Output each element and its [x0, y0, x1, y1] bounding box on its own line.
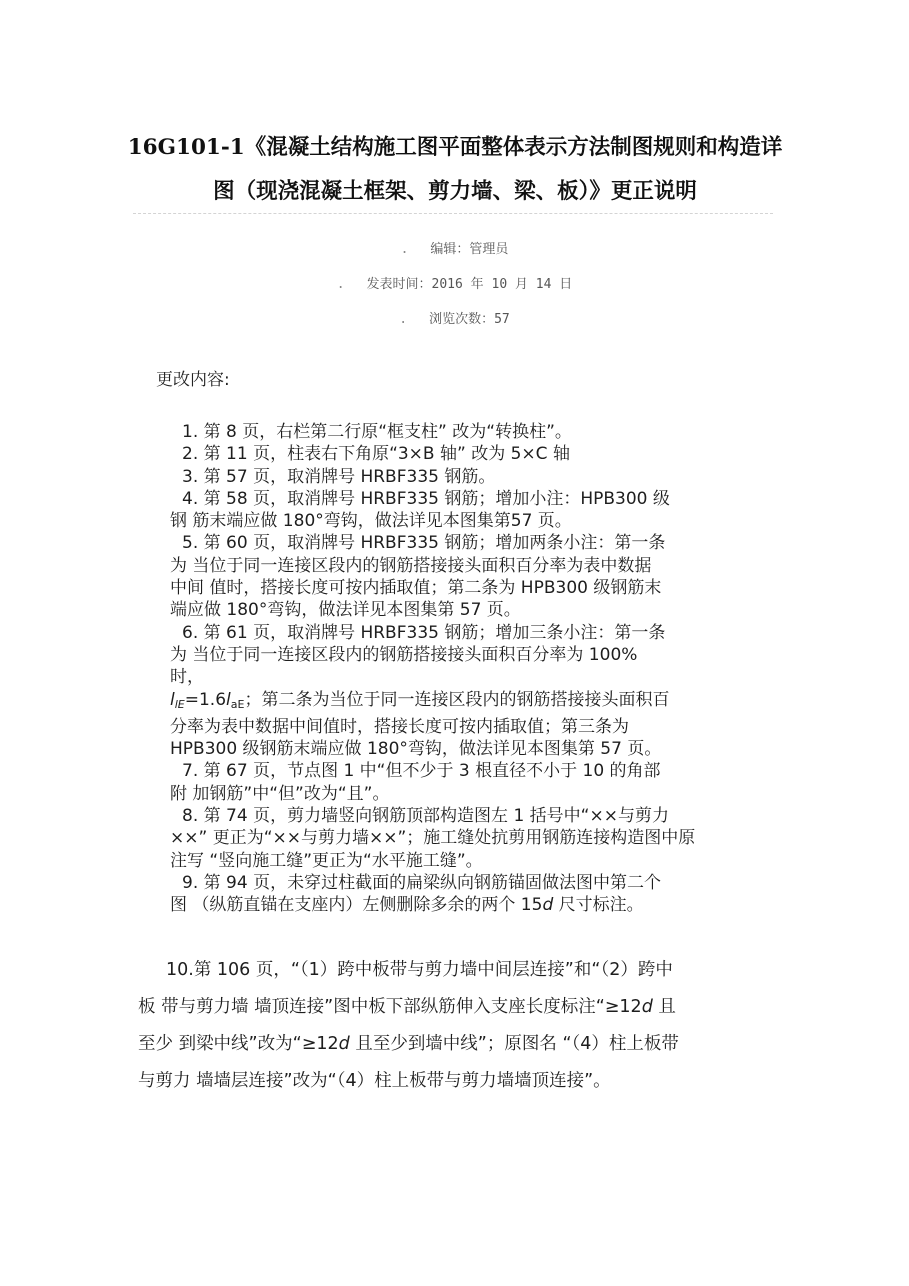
bullet: . — [399, 312, 408, 327]
formula-l: l — [170, 689, 175, 710]
list-item-continued: 端应做 180°弯钩，做法详见本图集第 57 页。 — [170, 600, 521, 621]
list-item: 1. 第 8 页，右栏第二行原“框支柱” 改为“转换柱”。 — [182, 422, 572, 442]
views-text: 浏览次数：57 — [429, 312, 510, 327]
list-item: 2. 第 11 页，柱表右下角原“3×B 轴” 改为 5×C 轴 — [182, 444, 570, 465]
list-item-continued: 附 加钢筋”中“但”改为“且”。 — [170, 783, 390, 804]
item10-line: 10.第 106 页，“（1）跨中板带与剪力墙中间层连接”和“（2）跨中 — [166, 960, 673, 980]
item10-line — [138, 989, 776, 1026]
section-heading: 更改内容: — [156, 370, 230, 390]
published-text: 发表时间：2016 年 10 月 14 日 — [366, 277, 573, 292]
formula-sub2: aE — [230, 697, 245, 711]
meta-published — [0, 273, 909, 292]
change-list — [170, 421, 776, 917]
editor-text: 编辑：管理员 — [430, 242, 509, 257]
list-item-continued: 分率为表中数据中间值时，搭接长度可按内插取值；第三条为 — [170, 716, 629, 737]
list-item: 8. 第 74 页，剪力墙竖向钢筋顶部构造图左 1 括号中“××与剪力 — [182, 806, 669, 827]
bullet: . — [400, 242, 409, 257]
list-item-10 — [138, 952, 776, 1100]
meta-editor — [0, 238, 909, 257]
list-item-continued: 时， — [170, 667, 204, 688]
item10-line — [138, 1026, 776, 1063]
page-title: 16G101-1《混凝土结构施工图平面整体表示方法制图规则和构造详图（现浇混凝土框架、剪力墙、梁、板）》更正说明 — [127, 135, 783, 204]
list-item-continued: ××” 更正为“××与剪力墙××”；施工缝处抗剪用钢筋连接构造图中原 — [170, 828, 696, 849]
list-item: 9. 第 94 页，未穿过柱截面的扁梁纵向钢筋锚固做法图中第二个 — [182, 872, 662, 893]
formula-rest: ；第二条为当位于同一连接区段内的钢筋搭接接头面积百 — [244, 689, 670, 710]
list-item-continued: 为 当位于同一连接区段内的钢筋搭接接头面积百分率为 100% — [170, 644, 638, 665]
italic-d: d — [542, 895, 554, 916]
item10-line: 与剪力 墙墙层连接”改为“（4）柱上板带与剪力墙墙顶连接”。 — [138, 1071, 611, 1091]
bullet: . — [336, 277, 345, 292]
list-item: 3. 第 57 页，取消牌号 HRBF335 钢筋。 — [182, 466, 496, 487]
list-item: 6. 第 61 页，取消牌号 HRBF335 钢筋；增加三条小注：第一条 — [182, 622, 666, 643]
title-divider — [133, 213, 773, 214]
list-item-continued: 钢 筋末端应做 180°弯钩，做法详见本图集第57 页。 — [170, 511, 572, 532]
list-item: 7. 第 67 页，节点图 1 中“但不少于 3 根直径不小于 10 的角部 — [182, 761, 661, 782]
formula-eq: =1.6 — [184, 689, 227, 710]
text-segment: 且至少到墙中线”；原图名 “（4）柱上板带 — [349, 1034, 679, 1054]
formula-l2: l — [226, 689, 231, 710]
text-segment: 图 （纵筋直锚在支座内）左侧删除多余的两个 15 — [170, 895, 543, 916]
text-segment: 尺寸标注。 — [553, 895, 644, 916]
list-item-continued — [170, 894, 776, 916]
meta-views — [0, 308, 909, 327]
list-item: 5. 第 60 页，取消牌号 HRBF335 钢筋；增加两条小注：第一条 — [182, 533, 666, 554]
list-item: 4. 第 58 页，取消牌号 HRBF335 钢筋；增加小注：HPB300 级 — [182, 488, 670, 509]
list-item-continued: 注写 “竖向施工缝”更正为“水平施工缝”。 — [170, 850, 483, 871]
text-segment: 板 带与剪力墙 墙顶连接”图中板下部纵筋伸入支座长度标注“≥12 — [138, 997, 642, 1017]
list-item-continued: 中间 值时，搭接长度可按内插取值；第二条为 HPB300 级钢筋末 — [170, 578, 662, 599]
italic-d: d — [338, 1034, 350, 1054]
text-segment: 且 — [652, 997, 676, 1017]
list-item-formula — [170, 689, 776, 716]
list-item-continued: HPB300 级钢筋末端应做 180°弯钩，做法详见本图集第 57 页。 — [170, 739, 662, 760]
formula-sub: lE — [174, 697, 185, 711]
italic-d: d — [641, 997, 653, 1017]
text-segment: 至少 到梁中线”改为“≥12 — [138, 1034, 339, 1054]
list-item-continued: 为 当位于同一连接区段内的钢筋搭接接头面积百分率为表中数据 — [170, 555, 652, 576]
